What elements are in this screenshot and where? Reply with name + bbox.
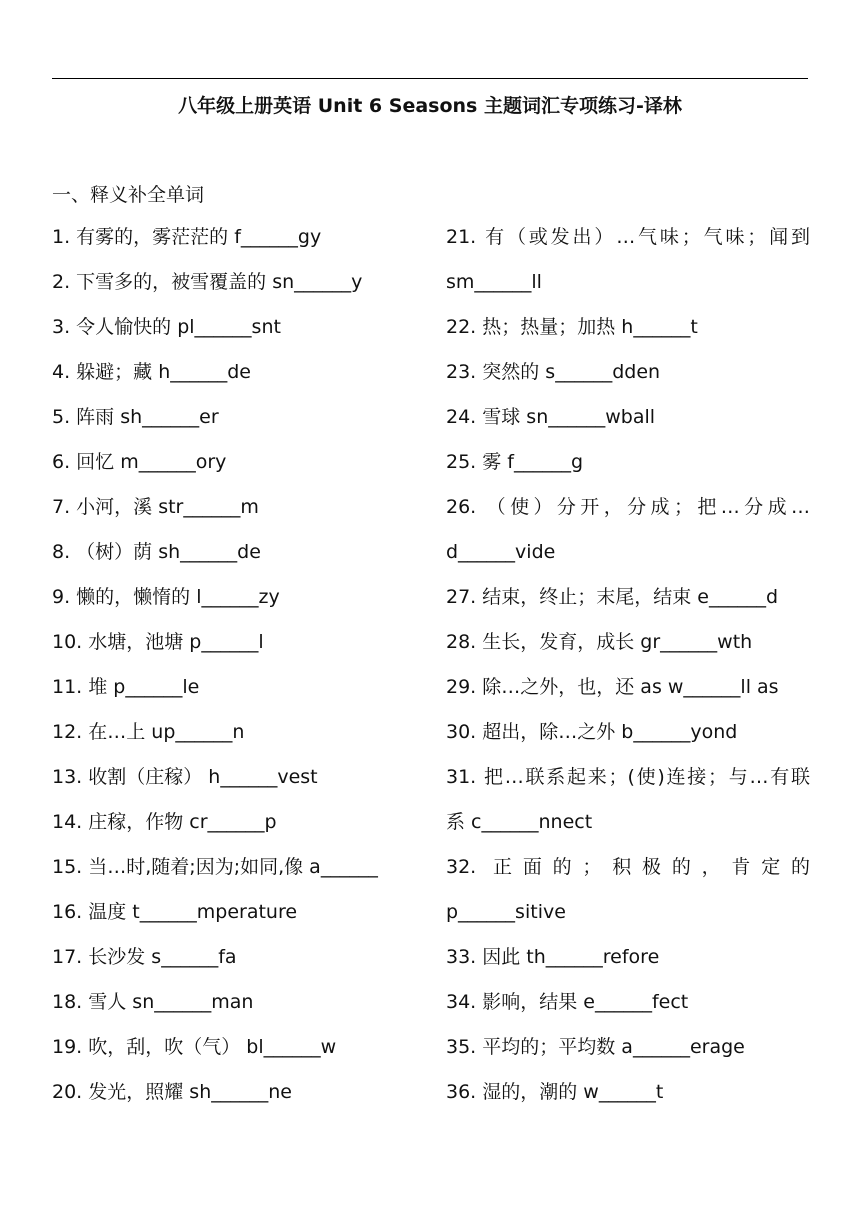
exercise-line: 7. 小河，溪 str______m <box>52 496 259 518</box>
exercise-line-continued: d______vide <box>446 541 556 563</box>
exercise-line: 11. 堆 p______le <box>52 676 200 698</box>
exercise-line: 31. 把…联系起来；(使)连接；与…有联 <box>446 766 810 788</box>
exercise-line: 4. 躲避；藏 h______de <box>52 361 251 383</box>
exercise-line: 23. 突然的 s______dden <box>446 361 661 383</box>
exercise-line: 5. 阵雨 sh______er <box>52 406 219 428</box>
exercise-line: 15. 当…时,随着;因为;如同,像 a______ <box>52 856 378 878</box>
exercise-line: 30. 超出，除…之外 b______yond <box>446 721 738 743</box>
exercise-line: 35. 平均的；平均数 a______erage <box>446 1036 745 1058</box>
exercise-line-continued: sm______ll <box>446 271 542 293</box>
exercise-line: 9. 懒的，懒惰的 l______zy <box>52 586 280 608</box>
exercise-line: 17. 长沙发 s______fa <box>52 946 237 968</box>
page-title: 八年级上册英语 Unit 6 Seasons 主题词汇专项练习-译林 <box>178 95 682 117</box>
exercise-line-continued: p______sitive <box>446 901 566 923</box>
left-column <box>52 215 422 1115</box>
exercise-line: 16. 温度 t______mperature <box>52 901 298 923</box>
exercise-line: 34. 影响，结果 e______fect <box>446 991 689 1013</box>
exercise-line: 14. 庄稼，作物 cr______p <box>52 811 277 833</box>
exercise-line: 18. 雪人 sn______man <box>52 991 254 1013</box>
top-rule <box>52 78 808 79</box>
exercise-line: 26. （使）分开，分成；把…分成… <box>446 496 810 518</box>
exercise-line: 13. 收割（庄稼） h______vest <box>52 766 318 788</box>
exercise-line: 19. 吹，刮，吹（气） bl______w <box>52 1036 337 1058</box>
exercise-line: 20. 发光，照耀 sh______ne <box>52 1081 292 1103</box>
exercise-line: 10. 水塘，池塘 p______l <box>52 631 264 653</box>
exercise-line: 32. 正面的；积极的，肯定的 <box>446 856 810 878</box>
exercise-line: 25. 雾 f______g <box>446 451 584 473</box>
exercise-line: 29. 除…之外，也，还 as w______ll as <box>446 676 779 698</box>
right-column <box>446 215 810 1115</box>
exercise-line: 33. 因此 th______refore <box>446 946 660 968</box>
exercise-line-continued: 系 c______nnect <box>446 811 593 833</box>
exercise-line: 8. （树）荫 sh______de <box>52 541 261 563</box>
exercise-line: 24. 雪球 sn______wball <box>446 406 656 428</box>
exercise-line: 28. 生长，发育，成长 gr______wth <box>446 631 753 653</box>
exercise-line: 21. 有（或发出）…气味；气味；闻到 <box>446 226 810 248</box>
exercise-line: 3. 令人愉快的 pl______snt <box>52 316 281 338</box>
exercise-line: 2. 下雪多的，被雪覆盖的 sn______y <box>52 271 363 293</box>
exercise-line: 1. 有雾的，雾茫茫的 f______gy <box>52 226 322 248</box>
exercise-line: 12. 在…上 up______n <box>52 721 245 743</box>
section-heading: 一、释义补全单词 <box>52 184 205 206</box>
exercise-line: 27. 结束，终止；末尾，结束 e______d <box>446 586 779 608</box>
exercise-line: 36. 湿的，潮的 w______t <box>446 1081 664 1103</box>
exercise-line: 6. 回忆 m______ory <box>52 451 227 473</box>
exercise-line: 22. 热；热量；加热 h______t <box>446 316 698 338</box>
